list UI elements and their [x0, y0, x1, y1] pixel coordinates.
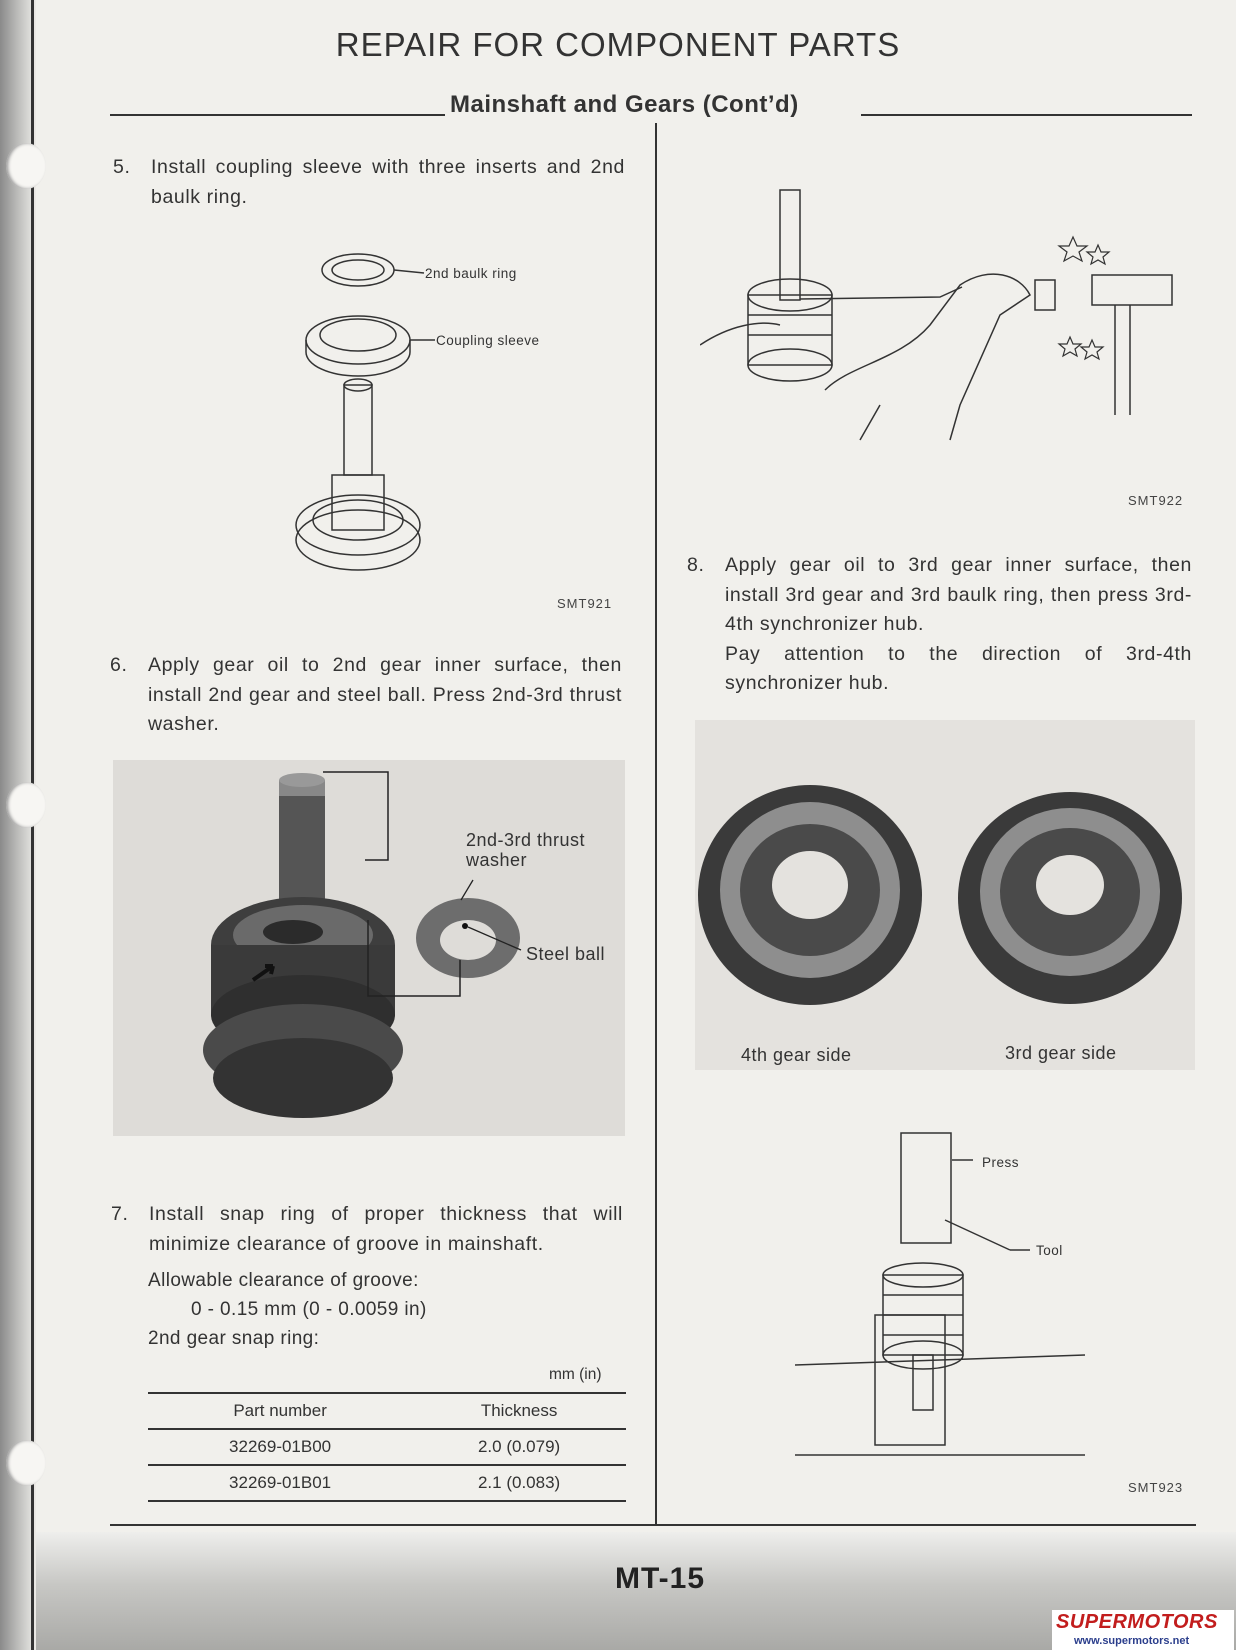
step-6	[110, 651, 622, 740]
table-header: Part number	[148, 1393, 412, 1429]
step-number: 7.	[111, 1203, 129, 1225]
table-unit: mm (in)	[549, 1366, 602, 1383]
step-note: Pay attention to the direction of 3rd-4th synchronizer hub.	[725, 642, 1192, 694]
snap-ring-table	[148, 1392, 626, 1502]
hub-3rd-gear-side	[958, 792, 1182, 1004]
subtitle-rule-right	[861, 114, 1192, 116]
table-row	[148, 1465, 626, 1501]
step-number: 6.	[110, 654, 128, 676]
step-8	[687, 551, 1192, 699]
smt923-press-diagram	[795, 1125, 1095, 1470]
step-number: 8.	[687, 554, 705, 576]
hand-drawing	[700, 323, 780, 345]
table-header: Thickness	[412, 1393, 626, 1429]
smt921-exploded-diagram	[290, 240, 590, 580]
table-cell: 32269-01B00	[148, 1429, 412, 1465]
step-text: Install coupling sleeve with three inserts and 2nd baulk ring.	[151, 156, 625, 208]
snap-ring-label: 2nd gear snap ring:	[148, 1328, 320, 1349]
subtitle-rule-left	[110, 114, 445, 116]
column-divider	[655, 123, 657, 1525]
baulk-ring-drawing	[322, 254, 394, 286]
spec-value: 0 - 0.15 mm (0 - 0.0059 in)	[191, 1299, 427, 1320]
section-subtitle: Mainshaft and Gears (Cont’d)	[450, 91, 799, 118]
impact-stars	[1059, 237, 1109, 359]
steel-ball-drawing	[462, 923, 468, 929]
punch-hole	[6, 143, 46, 189]
page-title: REPAIR FOR COMPONENT PARTS	[335, 26, 901, 63]
figure-code-smt921: SMT921	[557, 596, 613, 611]
step-7	[111, 1200, 623, 1259]
table-cell: 2.0 (0.079)	[412, 1429, 626, 1465]
synchronizer-hub-photo	[695, 720, 1195, 1070]
label-tool: Tool	[1036, 1243, 1063, 1258]
table-row	[148, 1429, 626, 1465]
logo-wordmark: SUPERMOTORS	[1056, 1611, 1218, 1633]
step-text: Install snap ring of proper thickness that will minimize clearance of groove in mainshaft.	[149, 1203, 623, 1255]
step-number: 5.	[113, 156, 131, 178]
supermotors-logo	[1052, 1610, 1234, 1650]
table-cell: 2.1 (0.083)	[412, 1465, 626, 1501]
smt922-hammer-diagram	[700, 175, 1190, 465]
label-4th-gear-side: 4th gear side	[741, 1045, 852, 1065]
label-thrust-washer: 2nd-3rd thrust washer	[466, 830, 586, 870]
press-ram-drawing	[901, 1133, 951, 1243]
hub-4th-gear-side	[698, 785, 922, 1005]
label-2nd-baulk-ring: 2nd baulk ring	[425, 266, 517, 281]
bottom-rule	[110, 1524, 1196, 1526]
table-cell: 32269-01B01	[148, 1465, 412, 1501]
thrust-washer-drawing	[416, 898, 520, 978]
hammer-drawing	[1035, 280, 1055, 310]
spec-label: Allowable clearance of groove:	[148, 1270, 419, 1291]
figure-code-smt923: SMT923	[1128, 1480, 1184, 1495]
figure-code-smt922: SMT922	[1128, 493, 1184, 508]
label-coupling-sleeve: Coupling sleeve	[436, 333, 540, 348]
label-steel-ball: Steel ball	[526, 944, 606, 964]
step-text: Apply gear oil to 3rd gear inner surface, then install 3rd gear and 3rd baulk ring, then press 3rd-4th synchronizer hub.	[725, 554, 1192, 635]
punch-hole	[6, 782, 46, 828]
step-text: Apply gear oil to 2nd gear inner surface, then install 2nd gear and steel ball. Press 2nd-3rd thrust washer.	[148, 654, 622, 735]
mainshaft-drawing	[780, 190, 800, 300]
step-5	[113, 153, 625, 212]
drift-tool-drawing	[800, 287, 962, 299]
mainshaft-drawing	[344, 385, 372, 475]
label-press: Press	[982, 1155, 1020, 1170]
page-number: MT-15	[614, 1562, 706, 1595]
label-3rd-gear-side: 3rd gear side	[1005, 1043, 1117, 1063]
punch-hole	[6, 1440, 46, 1486]
logo-url: www.supermotors.net	[1074, 1635, 1190, 1647]
table-header-row	[148, 1393, 626, 1429]
